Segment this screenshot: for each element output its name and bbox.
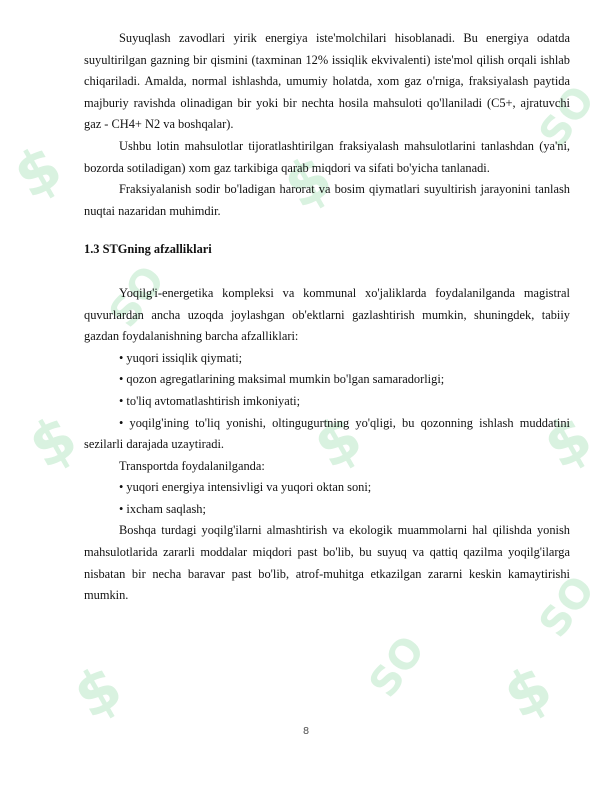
svg-text:$: $ xyxy=(62,651,134,733)
list-item: • to'liq avtomatlashtirish imkoniyati; xyxy=(119,393,301,408)
svg-text:SO: SO xyxy=(530,77,605,156)
list-item: • yuqori energiya intensivligi va yuqori oktan soni; xyxy=(119,480,372,495)
paragraph-intro-advantages: Yoqilg'i-energetika kompleksi va kommunal xo'jaliklarda foydalanilganda magistral quvurlardan ancha uzoqda joylashgan ob'ektlarni gazlashtirish mumkin, shuningdek, tabiiy gazdan foydalanishning barcha afzalliklari: xyxy=(84,285,570,344)
section-heading: 1.3 STGning afzalliklari xyxy=(84,242,212,257)
svg-text:$: $ xyxy=(532,401,604,483)
paragraph-liquefaction-plants: Suyuqlash zavodlari yirik energiya iste'molchilari hisoblanadi. Bu energiya odatda suyultirilgan gazning bir qismini (taxminan 12% issiqlik ekvivalenti) iste'mol qilish orqali ishlab chiqariladi. Amalda, normal ishlashda, umumiy holatda, xom gaz o'rniga, fraksiyalash paytida majburiy ravishda olinadigan bir yoki bir nechta hosila mahsuloti qo'llaniladi (C5+, ajratuvchi gaz - CH4+ N2 va boshqalar). xyxy=(84,31,570,132)
page-number: 8 xyxy=(302,726,310,737)
document-body xyxy=(84,28,570,607)
svg-text:SO: SO xyxy=(100,257,175,336)
svg-text:$: $ xyxy=(492,651,564,733)
svg-text:SO: SO xyxy=(360,627,435,706)
svg-text:SO: SO xyxy=(530,567,605,646)
svg-text:$: $ xyxy=(17,401,89,483)
paragraph-derived-products: Ushbu lotin mahsulotlar tijoratlashtirilgan fraksiyalash mahsulotlarini tanlashdan (ya'ni, bozorda sotiladigan) xom gaz tarkibiga qarab miqdori va sifati bo'yicha tanlanadi. xyxy=(84,138,570,175)
list-item: • ixcham saqlash; xyxy=(119,501,206,516)
list-item: • yoqilg'ining to'liq yonishi, oltingugurtning yo'qligi, bu qozonning ishlash muddatini sezilarli darajada uzaytiradi. xyxy=(84,415,570,452)
svg-text:$: $ xyxy=(302,401,374,483)
list-item: • yuqori issiqlik qiymati; xyxy=(119,350,243,365)
list-item: • qozon agregatlarining maksimal mumkin bo'lgan samaradorligi; xyxy=(119,372,445,387)
transport-label: Transportda foydalanilganda: xyxy=(119,458,265,473)
paragraph-fractionation: Fraksiyalanish sodir bo'ladigan harorat va bosim qiymatlari suyultirish jarayonini tanlash nuqtai nazaridan muhimdir. xyxy=(84,182,570,218)
svg-text:$: $ xyxy=(272,141,344,223)
svg-text:$: $ xyxy=(2,131,74,213)
paragraph-closing: Boshqa turdagi yoqilg'ilarni almashtirish va ekologik muammolarni hal qilishda yonish mahsulotlarida zararli moddalar miqdori past bo'lib, bu suyuq va qattiq qazilma yoqilg'ilarga nisbatan bir necha baravar past bo'lib, atrof-muhitga etkazilgan zararni keskin kamaytirishi mumkin. xyxy=(84,523,570,603)
